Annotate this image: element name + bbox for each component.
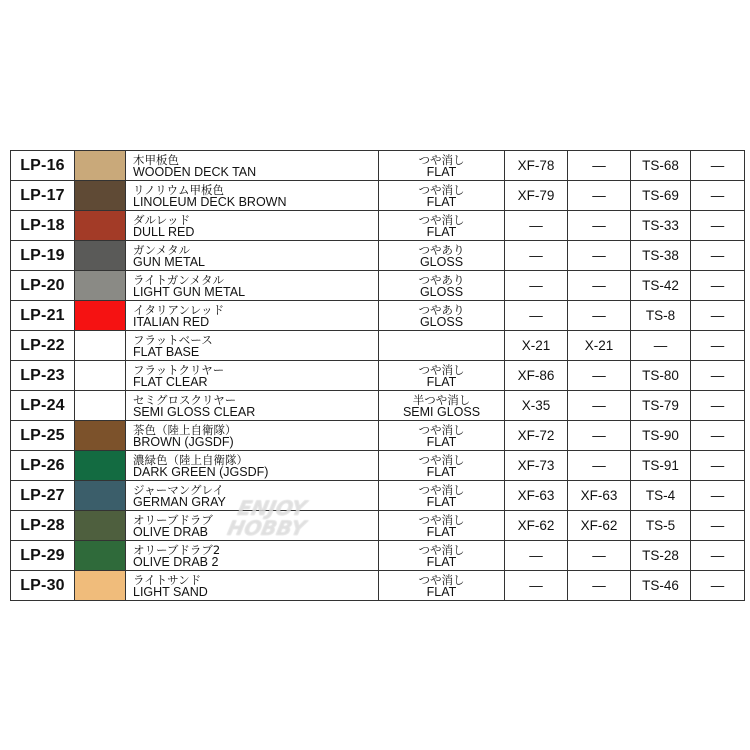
color-name-jp: フラットクリヤー xyxy=(133,362,225,377)
equivalent-2: — xyxy=(568,571,631,601)
color-swatch-cell xyxy=(75,451,126,481)
color-swatch-cell xyxy=(75,181,126,211)
table-row xyxy=(11,151,745,181)
equivalent-4: — xyxy=(691,331,745,361)
equivalent-1: X-35 xyxy=(505,391,568,421)
equivalent-3: TS-28 xyxy=(631,541,691,571)
equivalent-2: — xyxy=(568,181,631,211)
color-name-en: SEMI GLOSS CLEAR xyxy=(133,404,256,419)
equivalent-1: XF-86 xyxy=(505,361,568,391)
equivalent-2: — xyxy=(568,451,631,481)
finish-cell xyxy=(379,541,505,571)
color-swatch xyxy=(75,541,125,570)
paint-code: LP-25 xyxy=(11,421,75,451)
color-name-jp: ジャーマングレイ xyxy=(133,482,224,497)
table-row xyxy=(11,571,745,601)
equivalent-3: TS-4 xyxy=(631,481,691,511)
table-body xyxy=(11,151,745,601)
finish-jp: つや消し xyxy=(418,152,465,167)
equivalent-1: — xyxy=(505,571,568,601)
color-name-en: DULL RED xyxy=(133,224,195,239)
equivalent-2: — xyxy=(568,271,631,301)
table-row xyxy=(11,181,745,211)
color-name-jp: オリーブドラブ2 xyxy=(133,542,221,557)
color-name-cell xyxy=(126,541,379,571)
paint-code: LP-17 xyxy=(11,181,75,211)
color-swatch xyxy=(75,271,125,300)
equivalent-3: TS-33 xyxy=(631,211,691,241)
equivalent-4: — xyxy=(691,481,745,511)
table-row xyxy=(11,211,745,241)
color-name-en: BROWN (JGSDF) xyxy=(133,434,234,449)
table-row xyxy=(11,301,745,331)
finish-cell xyxy=(379,451,505,481)
color-swatch xyxy=(75,481,125,510)
equivalent-3: TS-69 xyxy=(631,181,691,211)
color-name-jp: リノリウム甲板色 xyxy=(133,182,224,197)
equivalent-1: — xyxy=(505,241,568,271)
color-name-cell xyxy=(126,331,379,361)
equivalent-3: TS-5 xyxy=(631,511,691,541)
table-row xyxy=(11,421,745,451)
equivalent-3: TS-42 xyxy=(631,271,691,301)
equivalent-3: TS-90 xyxy=(631,421,691,451)
finish-en: FLAT xyxy=(426,194,457,209)
equivalent-1: XF-78 xyxy=(505,151,568,181)
finish-jp: つやあり xyxy=(418,242,465,257)
color-swatch-cell xyxy=(75,151,126,181)
equivalent-2: — xyxy=(568,391,631,421)
equivalent-2: — xyxy=(568,151,631,181)
color-name-jp: 茶色（陸上自衛隊） xyxy=(133,422,237,437)
equivalent-1: — xyxy=(505,211,568,241)
color-name-en: LIGHT SAND xyxy=(133,584,208,599)
paint-code: LP-20 xyxy=(11,271,75,301)
color-name-jp: 木甲板色 xyxy=(133,152,179,167)
color-swatch-cell xyxy=(75,211,126,241)
equivalent-2: — xyxy=(568,421,631,451)
color-name-cell xyxy=(126,181,379,211)
color-name-cell xyxy=(126,151,379,181)
equivalent-3: TS-46 xyxy=(631,571,691,601)
color-swatch-cell xyxy=(75,271,126,301)
equivalent-1: XF-72 xyxy=(505,421,568,451)
equivalent-3: TS-8 xyxy=(631,301,691,331)
equivalent-3: TS-68 xyxy=(631,151,691,181)
finish-cell xyxy=(379,511,505,541)
color-name-en: FLAT BASE xyxy=(133,344,200,359)
equivalent-4: — xyxy=(691,241,745,271)
color-swatch xyxy=(75,421,125,450)
equivalent-4: — xyxy=(691,571,745,601)
finish-cell xyxy=(379,481,505,511)
finish-cell xyxy=(379,331,505,361)
color-name-en: FLAT CLEAR xyxy=(133,374,208,389)
equivalent-4: — xyxy=(691,271,745,301)
color-swatch-cell xyxy=(75,541,126,571)
finish-cell xyxy=(379,211,505,241)
equivalent-2: XF-63 xyxy=(568,481,631,511)
color-name-jp: ガンメタル xyxy=(133,242,191,257)
paint-code: LP-23 xyxy=(11,361,75,391)
finish-cell xyxy=(379,241,505,271)
equivalent-4: — xyxy=(691,181,745,211)
color-swatch-cell xyxy=(75,391,126,421)
finish-en: FLAT xyxy=(426,374,457,389)
color-name-cell xyxy=(126,421,379,451)
equivalent-1: — xyxy=(505,541,568,571)
finish-en: GLOSS xyxy=(419,254,464,269)
finish-jp: つや消し xyxy=(418,572,465,587)
equivalent-3: TS-38 xyxy=(631,241,691,271)
color-name-jp: ダルレッド xyxy=(133,212,191,227)
color-swatch-cell xyxy=(75,571,126,601)
equivalent-4: — xyxy=(691,451,745,481)
paint-code: LP-18 xyxy=(11,211,75,241)
watermark-line-2: HOBBY xyxy=(225,516,309,540)
equivalent-1: XF-79 xyxy=(505,181,568,211)
equivalent-4: — xyxy=(691,541,745,571)
color-swatch-cell xyxy=(75,361,126,391)
finish-en: FLAT xyxy=(426,164,457,179)
color-swatch xyxy=(75,151,125,180)
color-name-jp: オリーブドラブ xyxy=(133,512,213,527)
paint-code: LP-19 xyxy=(11,241,75,271)
finish-en: FLAT xyxy=(426,224,457,239)
equivalent-3: — xyxy=(631,331,691,361)
finish-cell xyxy=(379,391,505,421)
paint-code: LP-16 xyxy=(11,151,75,181)
color-name-en: WOODEN DECK TAN xyxy=(133,164,257,179)
color-swatch-cell xyxy=(75,511,126,541)
color-name-cell xyxy=(126,451,379,481)
paint-code: LP-28 xyxy=(11,511,75,541)
color-name-en: OLIVE DRAB 2 xyxy=(133,554,219,569)
color-name-jp: フラットベース xyxy=(133,332,213,347)
finish-jp: つや消し xyxy=(418,512,465,527)
color-name-cell xyxy=(126,391,379,421)
equivalent-4: — xyxy=(691,301,745,331)
color-name-jp: イタリアンレッド xyxy=(133,302,225,317)
table-row xyxy=(11,331,745,361)
equivalent-2: — xyxy=(568,361,631,391)
equivalent-1: X-21 xyxy=(505,331,568,361)
finish-en: GLOSS xyxy=(419,314,464,329)
color-swatch xyxy=(75,241,125,270)
equivalent-2: — xyxy=(568,241,631,271)
color-name-en: OLIVE DRAB xyxy=(133,524,209,539)
equivalent-2: X-21 xyxy=(568,331,631,361)
finish-en: FLAT xyxy=(426,584,457,599)
color-swatch-cell xyxy=(75,421,126,451)
color-name-jp: ライトガンメタル xyxy=(133,272,224,287)
equivalent-4: — xyxy=(691,391,745,421)
finish-en: FLAT xyxy=(426,554,457,569)
equivalent-2: — xyxy=(568,211,631,241)
color-swatch xyxy=(75,331,125,360)
color-name-cell xyxy=(126,571,379,601)
color-name-cell xyxy=(126,271,379,301)
table-row xyxy=(11,271,745,301)
finish-cell xyxy=(379,151,505,181)
finish-en: FLAT xyxy=(426,434,457,449)
color-swatch-cell xyxy=(75,301,126,331)
color-name-jp: ライトサンド xyxy=(133,572,202,587)
finish-jp: つや消し xyxy=(418,452,465,467)
equivalent-2: XF-62 xyxy=(568,511,631,541)
finish-en: FLAT xyxy=(426,494,457,509)
equivalent-3: TS-80 xyxy=(631,361,691,391)
paint-code: LP-30 xyxy=(11,571,75,601)
table-row xyxy=(11,511,745,541)
paint-code: LP-29 xyxy=(11,541,75,571)
finish-cell xyxy=(379,421,505,451)
equivalent-4: — xyxy=(691,211,745,241)
finish-jp: つやあり xyxy=(418,302,465,317)
color-name-cell xyxy=(126,241,379,271)
color-name-jp: セミグロスクリヤー xyxy=(133,392,237,407)
color-swatch xyxy=(75,451,125,480)
color-name-en: GUN METAL xyxy=(133,254,205,269)
finish-cell xyxy=(379,571,505,601)
color-name-cell xyxy=(126,301,379,331)
watermark-line-1: ENJOY xyxy=(235,496,309,520)
color-swatch xyxy=(75,361,125,390)
finish-cell xyxy=(379,301,505,331)
color-swatch-cell xyxy=(75,481,126,511)
table-row xyxy=(11,361,745,391)
paint-color-table xyxy=(10,150,745,601)
equivalent-3: TS-79 xyxy=(631,391,691,421)
finish-jp: つや消し xyxy=(418,542,465,557)
finish-jp: つや消し xyxy=(418,212,465,227)
color-name-jp: 濃緑色（陸上自衛隊） xyxy=(133,452,248,467)
color-name-en: LINOLEUM DECK BROWN xyxy=(133,194,287,209)
paint-code: LP-21 xyxy=(11,301,75,331)
color-swatch-cell xyxy=(75,331,126,361)
color-name-en: GERMAN GRAY xyxy=(133,494,226,509)
paint-code: LP-27 xyxy=(11,481,75,511)
color-name-en: DARK GREEN (JGSDF) xyxy=(133,464,269,479)
equivalent-4: — xyxy=(691,151,745,181)
finish-cell xyxy=(379,181,505,211)
equivalent-1: XF-63 xyxy=(505,481,568,511)
finish-jp: つや消し xyxy=(418,482,465,497)
finish-cell xyxy=(379,361,505,391)
color-name-cell xyxy=(126,481,379,511)
paint-code: LP-22 xyxy=(11,331,75,361)
color-name-cell xyxy=(126,511,379,541)
paint-code: LP-24 xyxy=(11,391,75,421)
table-row xyxy=(11,481,745,511)
color-name-cell xyxy=(126,361,379,391)
color-swatch xyxy=(75,571,125,600)
equivalent-3: TS-91 xyxy=(631,451,691,481)
finish-en: SEMI GLOSS xyxy=(402,404,481,419)
color-swatch xyxy=(75,301,125,330)
equivalent-1: — xyxy=(505,301,568,331)
equivalent-1: XF-73 xyxy=(505,451,568,481)
finish-cell xyxy=(379,271,505,301)
finish-en: FLAT xyxy=(426,464,457,479)
finish-jp: 半つや消し xyxy=(412,392,471,407)
color-swatch xyxy=(75,181,125,210)
table-row xyxy=(11,541,745,571)
table-row xyxy=(11,241,745,271)
equivalent-1: — xyxy=(505,271,568,301)
paint-code: LP-26 xyxy=(11,451,75,481)
color-name-cell xyxy=(126,211,379,241)
equivalent-2: — xyxy=(568,301,631,331)
color-swatch xyxy=(75,211,125,240)
equivalent-1: XF-62 xyxy=(505,511,568,541)
color-name-en: LIGHT GUN METAL xyxy=(133,284,246,299)
equivalent-2: — xyxy=(568,541,631,571)
finish-en: FLAT xyxy=(426,524,457,539)
color-swatch xyxy=(75,391,125,420)
equivalent-4: — xyxy=(691,361,745,391)
finish-en: GLOSS xyxy=(419,284,464,299)
color-swatch-cell xyxy=(75,241,126,271)
finish-jp: つや消し xyxy=(418,182,465,197)
equivalent-4: — xyxy=(691,511,745,541)
finish-jp: つやあり xyxy=(418,272,465,287)
table-row xyxy=(11,451,745,481)
equivalent-4: — xyxy=(691,421,745,451)
finish-jp: つや消し xyxy=(418,422,465,437)
table-row xyxy=(11,391,745,421)
finish-jp: つや消し xyxy=(418,362,465,377)
color-swatch xyxy=(75,511,125,540)
color-name-en: ITALIAN RED xyxy=(133,314,210,329)
